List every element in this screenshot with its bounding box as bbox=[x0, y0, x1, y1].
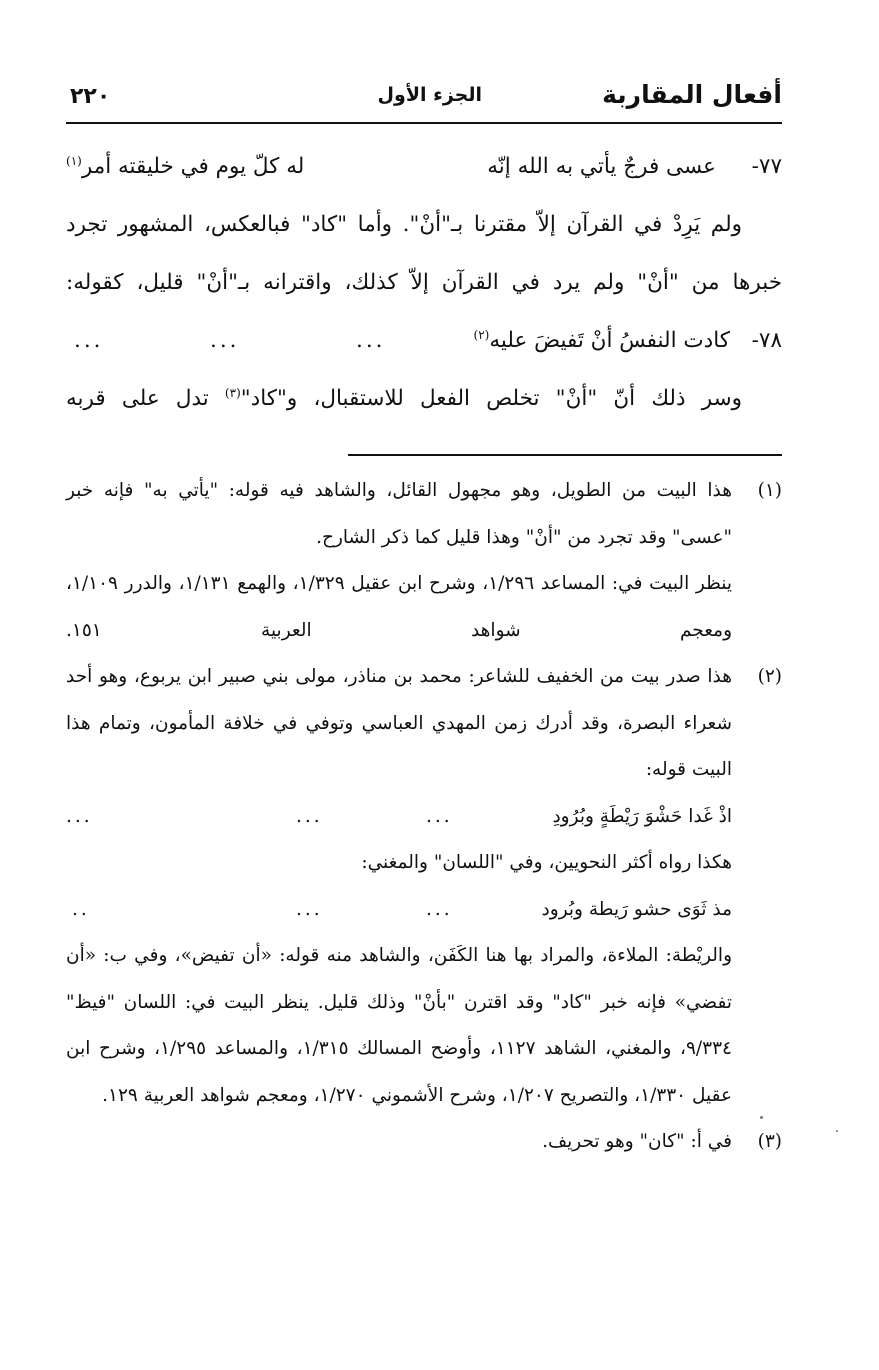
running-header bbox=[66, 72, 782, 124]
footnote-text: هكذا رواه أكثر النحويين، وفي "اللسان" والمغني: bbox=[361, 852, 732, 873]
footnote-text: ينظر البيت في: المساعد ١/٢٩٦، وشرح ابن عقيل ١/٣٢٩، والهمع ١/١٣١، والدرر ١/١٠٩، ومعجم شواهد العربية ١٥١. bbox=[66, 573, 732, 641]
footnote-separator bbox=[66, 428, 782, 468]
verse-78 bbox=[66, 312, 782, 370]
ellipsis: ... bbox=[296, 898, 323, 920]
footnote-1 bbox=[66, 468, 782, 654]
paragraph-end: تدل على قربه bbox=[66, 386, 209, 411]
ellipsis: ... bbox=[356, 328, 386, 353]
ellipsis: ... bbox=[426, 805, 453, 827]
footnote-number: (٣) bbox=[757, 1131, 782, 1152]
footnote-text: في أ: "كان" وهو تحريف. bbox=[542, 1131, 732, 1152]
scan-speck bbox=[760, 1116, 763, 1119]
page-number: ٢٢٠ bbox=[70, 84, 111, 109]
verse-hemistich: مذ ثَوَى حشو رَيطة وبُرود bbox=[541, 898, 732, 920]
paragraph bbox=[66, 370, 782, 428]
hemistich-text: له كلّ يوم في خليقته أمر bbox=[81, 154, 305, 179]
verse-hemistich-first bbox=[474, 312, 730, 370]
verse-number: ٧٨- bbox=[751, 328, 782, 353]
ellipsis: ... bbox=[210, 328, 240, 353]
ellipsis: ... bbox=[74, 328, 104, 353]
verse-77 bbox=[66, 138, 782, 196]
footnote-text: هذا البيت من الطويل، وهو مجهول القائل، والشاهد فيه قوله: "يأتي به" فإنه خبر "عسى" وقد تجرد من "أنْ" وهذا قليل كما ذكر الشارح. bbox=[66, 480, 732, 548]
paragraph: ولم يَرِدْ في القرآن إلاّ مقترنا بـ"أنْ". وأما "كاد" فبالعكس، المشهور تجرد خبرها من "أنْ" ولم يرد في القرآن إلاّ كذلك، واقترانه بـ"أنْ" قليل، كقوله: bbox=[66, 212, 782, 295]
chapter-title: أفعال المقاربة bbox=[602, 80, 782, 109]
verse-number: ٧٧- bbox=[751, 154, 782, 179]
main-text bbox=[66, 138, 782, 428]
footnote-verse bbox=[66, 794, 732, 841]
verse-hemistich-second bbox=[66, 138, 304, 196]
footnote-text: والريْطة: الملاءة، والمراد بها هنا الكَفَن، والشاهد منه قوله: «أن تفيض»، وفي ب: «أن تفضي» فإنه خبر "كاد" وقد اقترن "بأنْ" وذلك قليل. ينظر البيت في: اللسان "فيظ" ٩/٣٣٤، والمغني، الشاهد ١١٢٧، وأوضح المسالك ١/٣١٥، والمساعد ١/٢٩٥، وشرح ابن عقيل ١/٣٣٠، والتصريح ١/٢٠٧، وشرح الأشموني ١/٢٧٠، ومعجم شواهد العربية ١٢٩. bbox=[66, 945, 732, 1106]
footnote-number: (١) bbox=[757, 480, 782, 501]
book-page bbox=[66, 72, 782, 1166]
footnote-ref: (٣) bbox=[224, 385, 241, 400]
footnote-verse bbox=[66, 887, 732, 934]
part-title: الجزء الأول bbox=[377, 84, 482, 106]
footnote-ref: (١) bbox=[66, 153, 82, 168]
footnotes bbox=[66, 468, 782, 1166]
hemistich-text: كادت النفسُ أنْ تَفيضَ عليه bbox=[489, 328, 730, 353]
footnote-2 bbox=[66, 654, 782, 1119]
separator-line bbox=[348, 454, 782, 456]
verse-hemistich: اذْ غَدا حَشْوَ رَيْطَةٍ وبُرُودِ bbox=[552, 805, 732, 827]
footnote-ref: (٢) bbox=[473, 327, 490, 342]
ellipsis: ... bbox=[296, 805, 323, 827]
scan-speck bbox=[836, 1130, 838, 1132]
verse-hemistich-first: عسى فرجٌ يأتي به الله إنّه bbox=[487, 154, 716, 179]
ellipsis: ... bbox=[66, 805, 93, 827]
ellipsis: ... bbox=[426, 898, 453, 920]
footnote-3 bbox=[66, 1119, 782, 1166]
ellipsis: .. bbox=[72, 898, 90, 920]
paragraph-start: وسر ذلك أنّ "أنْ" تخلص الفعل للاستقبال، و"كاد" bbox=[240, 386, 742, 411]
footnote-number: (٢) bbox=[757, 666, 782, 687]
footnote-text: هذا صدر بيت من الخفيف للشاعر: محمد بن مناذر، مولى بني صبير ابن يربوع، وهو أحد شعراء البصرة، وقد أدرك زمن المهدي العباسي وتوفي في خلافة المأمون، وتمام هذا البيت قوله: bbox=[66, 666, 732, 780]
